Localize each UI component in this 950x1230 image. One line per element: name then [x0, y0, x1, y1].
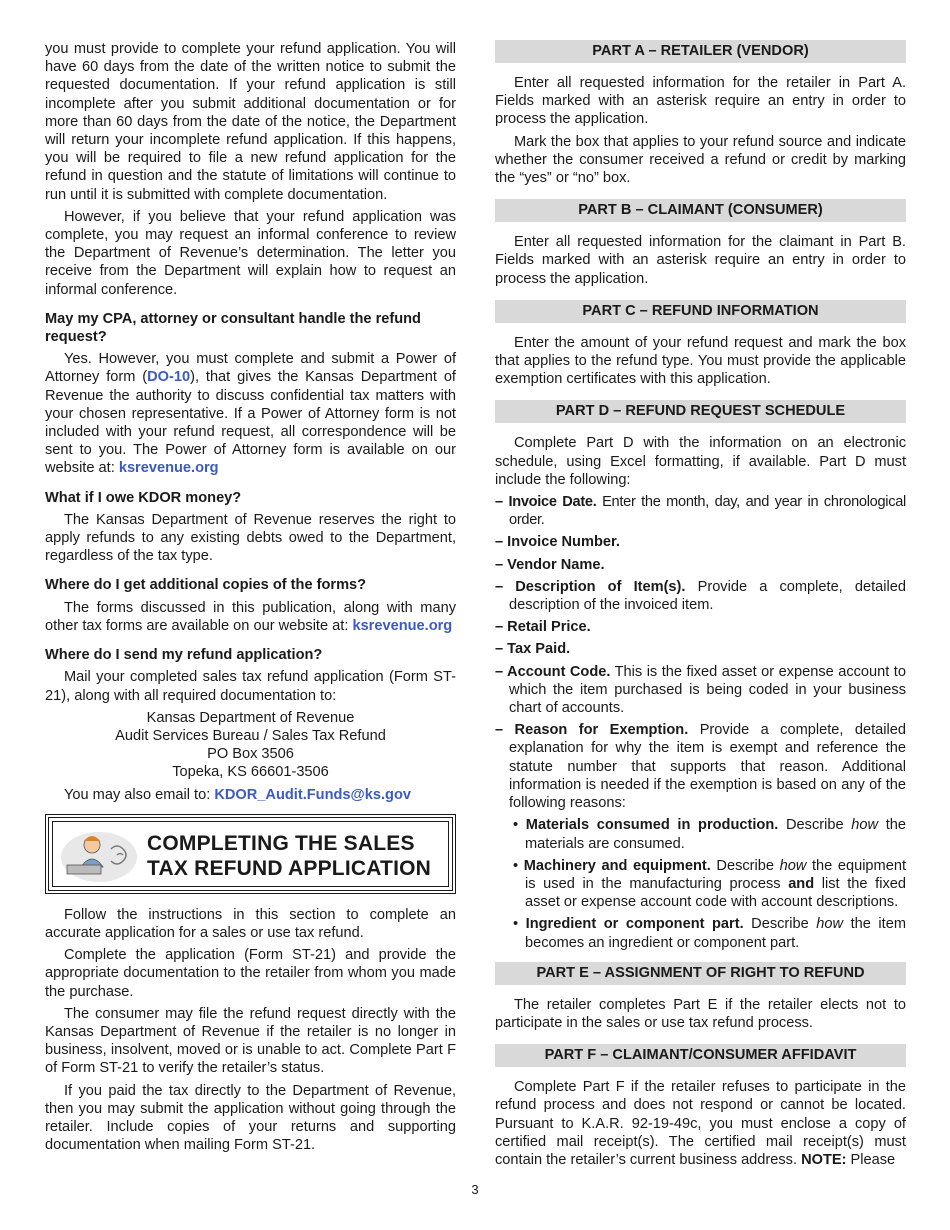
- paragraph: If you paid the tax directly to the Department of Revenue, then you may submit the application without going through the retailer. Include copies of your returns and supporting documentation when mailing Form ST-21.: [45, 1082, 456, 1154]
- paragraph: The Kansas Department of Revenue reserves the right to apply refunds to any existing debts owed to the Department, regardless of the tax type.: [45, 511, 456, 565]
- part-c-heading: PART C – REFUND INFORMATION: [495, 300, 906, 323]
- list-item: – Tax Paid.: [495, 641, 571, 658]
- mailing-address: [45, 709, 456, 782]
- paragraph: The retailer completes Part E if the retailer elects not to participate in the sales or use tax refund process.: [495, 996, 906, 1031]
- address-line: PO Box 3506: [207, 746, 294, 763]
- bullet-item: • Machinery and equipment. Describe how the equipment is used in the manufacturing process and list the fixed asset or expense account code with account descriptions.: [513, 857, 906, 911]
- list-item: – Reason for Exemption. Provide a complete, detailed explanation for why the item is exempt and reference the statute number that supports that reason. Additional information is needed if the exemption is based on any of the following reasons:: [495, 722, 907, 812]
- email-line: You may also email to: KDOR_Audit.Funds@ks.gov: [64, 786, 412, 803]
- bullet-item: • Materials consumed in production. Describe how the materials are consumed.: [513, 817, 907, 852]
- paragraph: However, if you believe that your refund application was complete, you may request an informal conference to review the Department of Revenue’s determination. The letter you receive from the Department will explain how to request an informal conference.: [45, 208, 456, 298]
- person-at-computer-icon: [59, 827, 139, 883]
- part-e-heading: PART E – ASSIGNMENT OF RIGHT TO REFUND: [495, 962, 906, 985]
- part-d-heading: PART D – REFUND REQUEST SCHEDULE: [495, 400, 906, 423]
- paragraph: Yes. However, you must complete and submit a Power of Attorney form (DO-10), that gives the Kansas Department of Revenue the authority to discuss confidential tax matters with your chosen representative. If a Power of Attorney form is not included with your refund request, all correspondence will be sent to you. The Power of Attorney form is available on our website at: ksrevenue.org: [45, 351, 456, 477]
- list-item: – Vendor Name.: [495, 556, 605, 573]
- do-10-link[interactable]: DO-10: [147, 369, 191, 386]
- paragraph: The forms discussed in this publication, along with many other tax forms are available on our website at: ksrevenue.org: [45, 599, 456, 634]
- bullet-item: • Ingredient or component part. Describe how the item becomes an ingredient or component part.: [513, 916, 906, 951]
- list-item: – Invoice Date. Enter the month, day, and year in chronological order.: [495, 494, 906, 529]
- page-number: 3: [471, 1182, 479, 1197]
- address-line: Audit Services Bureau / Sales Tax Refund: [115, 727, 386, 744]
- part-f-heading: PART F – CLAIMANT/CONSUMER AFFIDAVIT: [495, 1044, 906, 1067]
- part-a-heading: PART A – RETAILER (VENDOR): [495, 40, 906, 63]
- paragraph: Enter the amount of your refund request and mark the box that applies to the refund type. You must provide the applicable exemption certificates with this application.: [495, 334, 906, 388]
- list-item: – Invoice Number.: [495, 534, 620, 551]
- list-item: – Description of Item(s). Provide a complete, detailed description of the invoiced item.: [495, 578, 906, 614]
- address-line: Kansas Department of Revenue: [146, 709, 355, 726]
- paragraph: The consumer may file the refund request directly with the Kansas Department of Revenue if the retailer is no longer in business, insolvent, moved or is unable to act. Complete Part F of Form ST-21 to verify the retailer’s status.: [45, 1005, 456, 1077]
- paragraph: Complete the application (Form ST-21) and provide the appropriate documentation to the retailer from whom you made the purchase.: [45, 947, 456, 1000]
- paragraph: Enter all requested information for the retailer in Part A. Fields marked with an asterisk require an entry in order to process the application.: [495, 75, 906, 128]
- website-link[interactable]: ksrevenue.org: [352, 617, 453, 634]
- list-item: – Account Code. This is the fixed asset or expense account to which the item purchased is being coded in your business chart of accounts.: [495, 663, 906, 717]
- banner-title: COMPLETING THE SALES TAX REFUND APPLICATION: [147, 831, 432, 880]
- section-heading: What if I owe KDOR money?: [45, 489, 242, 506]
- email-link[interactable]: KDOR_Audit.Funds@ks.gov: [214, 786, 412, 803]
- list-item: – Retail Price.: [495, 619, 591, 636]
- section-heading: May my CPA, attorney or consultant handle the refund request?: [45, 310, 421, 346]
- paragraph: Mark the box that applies to your refund source and indicate whether the consumer received a refund or credit by marking the “yes” or “no” box.: [495, 133, 906, 187]
- website-link[interactable]: ksrevenue.org: [118, 460, 219, 477]
- paragraph: Enter all requested information for the claimant in Part B. Fields marked with an asterisk require an entry in order to process the application.: [495, 234, 906, 287]
- section-banner: [45, 814, 456, 894]
- paragraph: you must provide to complete your refund application. You will have 60 days from the date of the written notice to submit the requested documentation. If your refund application is still incomplete after you submit additional documentation or for more than 60 days from the date of the notice, the Department will return your incomplete refund application. If this happens, you will be required to file a new refund application for the refund in question and the statute of limitations will continue to run until it is submitted with complete documentation.: [45, 41, 456, 203]
- right-column: [495, 40, 906, 1173]
- address-line: Topeka, KS 66601-3506: [172, 764, 329, 781]
- paragraph: Complete Part F if the retailer refuses to participate in the refund process and does not respond or cannot be located. Pursuant to K.A.R. 92-19-49c, you must enclose a copy of certified mail receipt(s). The certified mail receipt(s) must contain the retailer’s current business address. NOTE: Please: [495, 1079, 906, 1168]
- part-b-heading: PART B – CLAIMANT (CONSUMER): [495, 199, 906, 222]
- paragraph: Complete Part D with the information on an electronic schedule, using Excel formatting, if available. Part D must include the following:: [495, 435, 906, 488]
- paragraph: Mail your completed sales tax refund application (Form ST-21), along with all required documentation to:: [45, 669, 456, 704]
- section-heading: Where do I send my refund application?: [45, 647, 323, 664]
- section-heading: Where do I get additional copies of the forms?: [45, 577, 367, 594]
- left-column: [45, 40, 456, 1158]
- paragraph: Follow the instructions in this section to complete an accurate application for a sales or use tax refund.: [45, 906, 456, 941]
